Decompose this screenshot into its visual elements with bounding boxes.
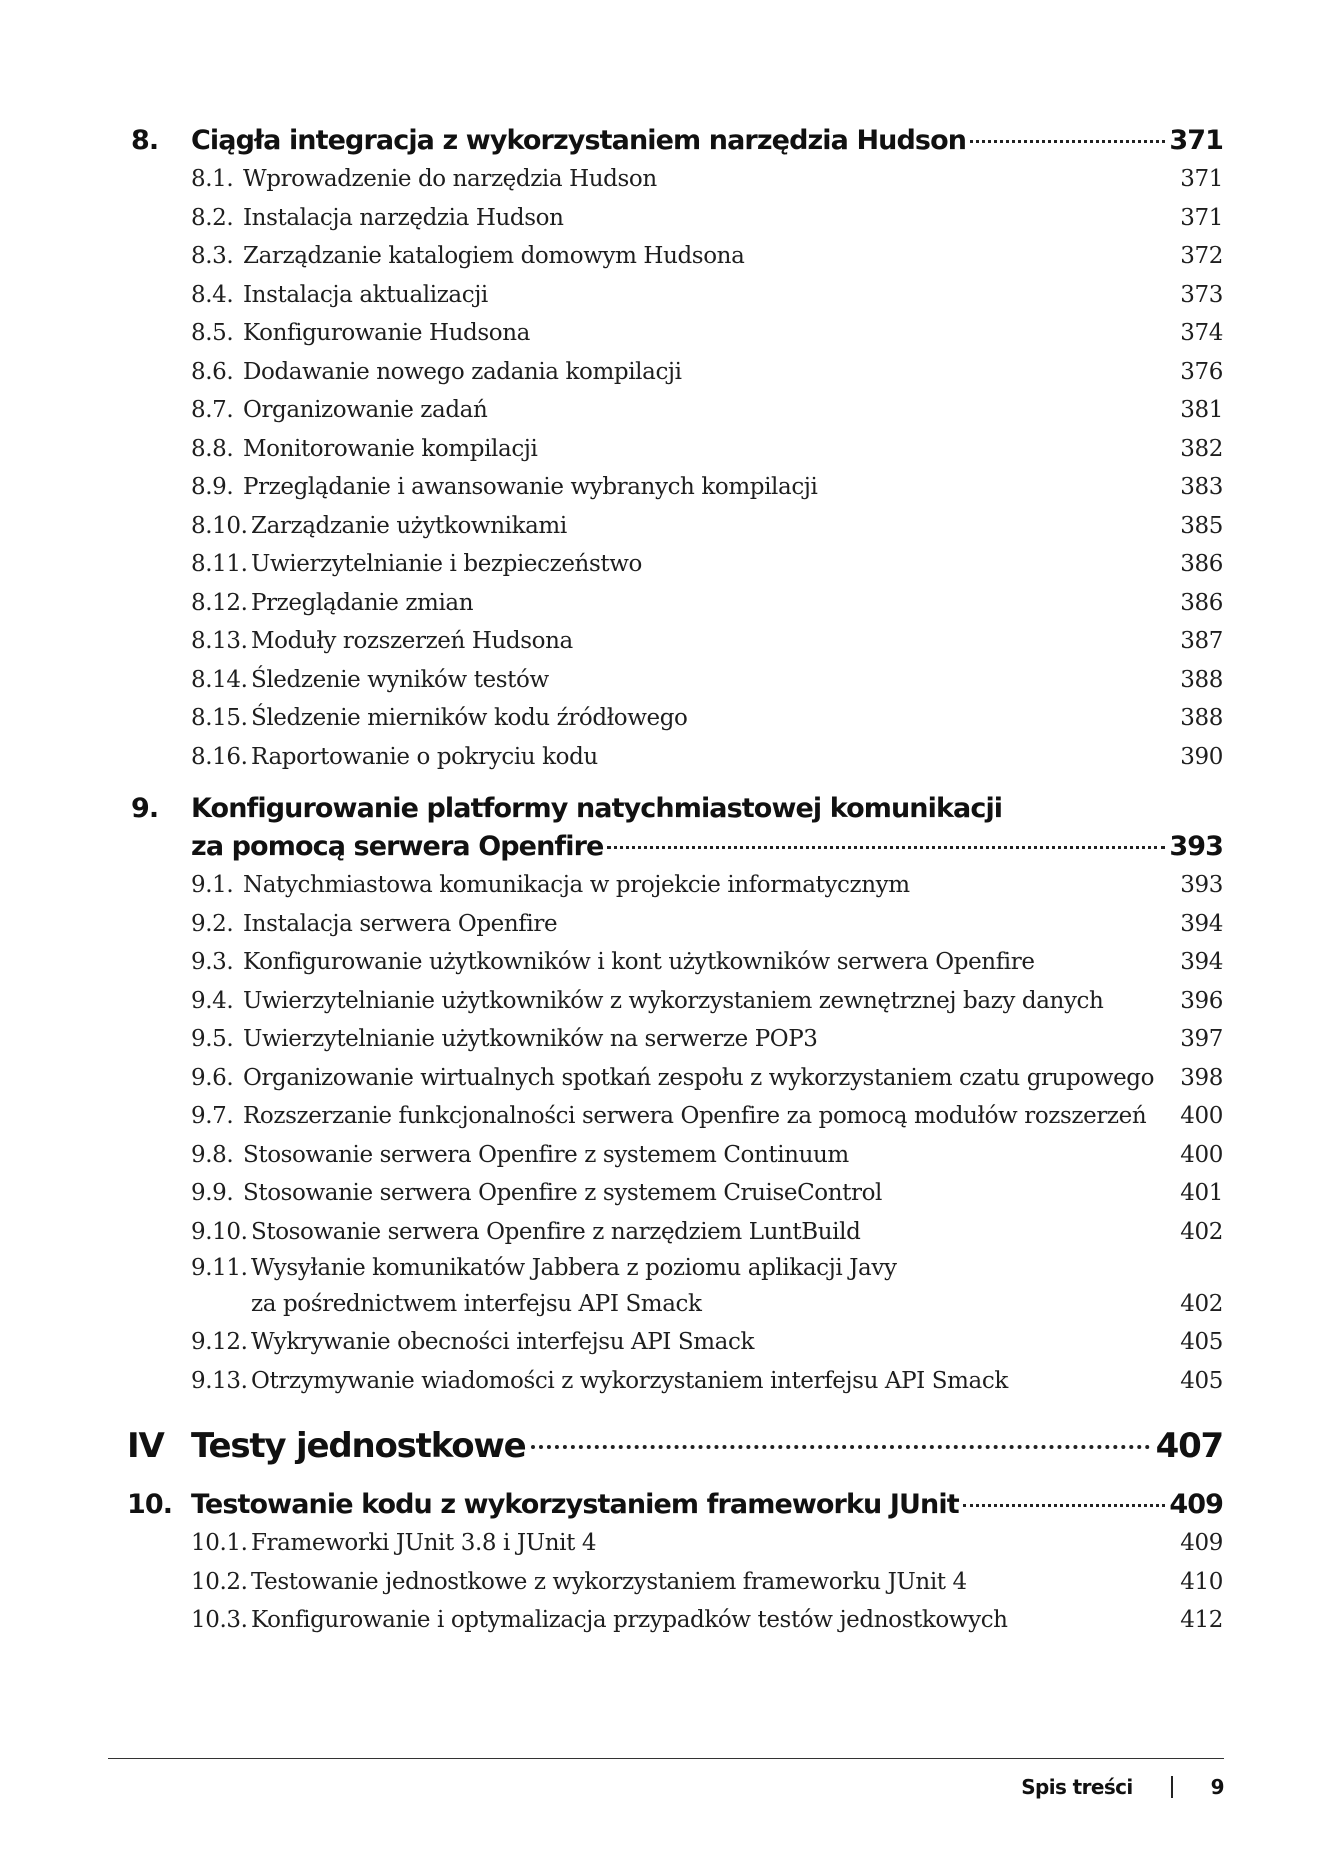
section-page: 400 — [1180, 1141, 1223, 1168]
section-title: Śledzenie wyników testów — [251, 666, 549, 693]
toc-entry — [131, 1136, 1223, 1175]
section-title: Śledzenie mierników kodu źródłowego — [251, 705, 688, 731]
section-title: Konfigurowanie i optymalizacja przypadków testów jednostkowych — [251, 1607, 1008, 1633]
chapter-title: Ciągła integracja z wykorzystaniem narzędzia Hudson — [191, 125, 967, 156]
section-number: 8.3. — [191, 243, 234, 269]
section-page: 387 — [1180, 628, 1223, 654]
section-title: Wprowadzenie do narzędzia Hudson — [243, 166, 657, 192]
section-page: 382 — [1180, 435, 1223, 462]
section-title: Zarządzanie katalogiem domowym Hudsona — [243, 243, 745, 269]
section-title: Organizowanie zadań — [243, 397, 488, 423]
footer-divider — [108, 1758, 1224, 1759]
dot-leader — [607, 846, 1165, 849]
section-page: 409 — [1180, 1530, 1223, 1556]
toc-entry — [131, 1323, 1223, 1362]
section-number: 9.1. — [191, 872, 234, 898]
section-number: 8.2. — [191, 204, 234, 231]
section-page: 371 — [1180, 204, 1223, 231]
section-number: 8.15. — [191, 705, 248, 731]
toc-entry — [131, 160, 1223, 199]
section-title: Konfigurowanie Hudsona — [243, 320, 530, 346]
part-heading — [127, 1422, 1223, 1470]
toc-entry — [131, 276, 1223, 315]
section-page: 376 — [1180, 358, 1223, 385]
toc-entry — [131, 1059, 1223, 1098]
section-number: 8.11. — [191, 551, 248, 577]
section-number: 9.8. — [191, 1141, 234, 1168]
section-title-line2: za pośrednictwem interfejsu API Smack — [251, 1291, 702, 1317]
chapter-9-sections — [131, 866, 1223, 1400]
toc-entry — [131, 1362, 1223, 1401]
chapter-heading — [131, 122, 1223, 160]
section-title: Moduły rozszerzeń Hudsona — [251, 628, 573, 654]
toc-entry — [131, 622, 1223, 661]
section-title: Przeglądanie i awansowanie wybranych kompilacji — [243, 474, 818, 500]
section-number: 10.2. — [191, 1568, 248, 1595]
footer-separator — [1171, 1776, 1173, 1798]
section-page: 402 — [1180, 1291, 1223, 1317]
section-title: Instalacja narzędzia Hudson — [243, 204, 564, 231]
section-page: 388 — [1180, 666, 1223, 693]
section-number: 9.2. — [191, 910, 234, 937]
chapter-page: 409 — [1169, 1489, 1223, 1520]
toc-entry — [131, 661, 1223, 700]
toc-entry — [131, 982, 1223, 1021]
section-page: 373 — [1180, 281, 1223, 308]
section-number: 9.7. — [191, 1103, 234, 1129]
section-number: 8.6. — [191, 358, 234, 385]
chapter-page: 371 — [1169, 125, 1223, 156]
section-title: Stosowanie serwera Openfire z narzędziem LuntBuild — [251, 1218, 861, 1245]
chapter-number: 8. — [131, 125, 159, 156]
section-page: 385 — [1180, 512, 1223, 539]
section-page: 394 — [1180, 949, 1223, 975]
chapter-10-sections — [131, 1524, 1223, 1640]
section-page: 405 — [1180, 1329, 1223, 1355]
section-page: 393 — [1180, 872, 1223, 898]
section-page: 397 — [1180, 1026, 1223, 1052]
section-page: 410 — [1180, 1568, 1223, 1595]
section-title: Dodawanie nowego zadania kompilacji — [243, 358, 682, 385]
section-number: 8.14. — [191, 666, 248, 693]
section-page: 412 — [1180, 1607, 1223, 1633]
section-number: 9.10. — [191, 1218, 248, 1245]
section-number: 8.8. — [191, 435, 234, 462]
section-number: 9.4. — [191, 987, 234, 1014]
section-title: Otrzymywanie wiadomości z wykorzystaniem interfejsu API Smack — [251, 1367, 1008, 1394]
toc-entry — [131, 507, 1223, 546]
chapter-number: 9. — [131, 793, 159, 824]
section-page: 372 — [1180, 243, 1223, 269]
toc-entry — [131, 1097, 1223, 1136]
toc-entry — [131, 199, 1223, 238]
section-page: 396 — [1180, 987, 1223, 1014]
section-page: 383 — [1180, 474, 1223, 500]
section-page: 402 — [1180, 1218, 1223, 1245]
section-title: Uwierzytelnianie użytkowników na serwerze POP3 — [243, 1026, 818, 1052]
section-number: 8.1. — [191, 166, 234, 192]
section-number: 8.12. — [191, 589, 248, 616]
section-number: 8.9. — [191, 474, 234, 500]
section-number: 9.6. — [191, 1064, 234, 1091]
toc-entry — [131, 699, 1223, 738]
page-number: 9 — [1210, 1775, 1224, 1799]
section-page: 386 — [1180, 589, 1223, 616]
section-number: 8.5. — [191, 320, 234, 346]
section-page: 405 — [1180, 1367, 1223, 1394]
section-title: Rozszerzanie funkcjonalności serwera Openfire za pomocą modułów rozszerzeń — [243, 1103, 1147, 1129]
part-page: 407 — [1155, 1426, 1223, 1466]
toc-entry — [131, 545, 1223, 584]
section-page: 401 — [1180, 1180, 1223, 1206]
section-number: 8.13. — [191, 628, 248, 654]
section-page: 386 — [1180, 551, 1223, 577]
chapter-title: Testowanie kodu z wykorzystaniem frameworku JUnit — [191, 1489, 959, 1520]
toc-entry — [131, 738, 1223, 777]
dot-leader — [531, 1445, 1149, 1449]
toc-entry — [131, 1601, 1223, 1640]
toc-entry — [131, 391, 1223, 430]
section-number: 9.3. — [191, 949, 234, 975]
toc-entry — [131, 353, 1223, 392]
section-page: 374 — [1180, 320, 1223, 346]
section-number: 8.10. — [191, 512, 248, 539]
footer-label: Spis treści — [1021, 1775, 1133, 1799]
toc-entry — [131, 1563, 1223, 1602]
section-page: 390 — [1180, 743, 1223, 770]
section-number: 10.1. — [191, 1530, 248, 1556]
dot-leader — [963, 1504, 1166, 1507]
toc-entry — [131, 468, 1223, 507]
section-title: Uwierzytelnianie użytkowników z wykorzystaniem zewnętrznej bazy danych — [243, 987, 1104, 1014]
section-title: Monitorowanie kompilacji — [243, 435, 538, 462]
section-title: Uwierzytelnianie i bezpieczeństwo — [251, 551, 642, 577]
table-of-contents — [127, 122, 1223, 1640]
section-title: Instalacja serwera Openfire — [243, 910, 558, 937]
section-title: Instalacja aktualizacji — [243, 281, 488, 308]
toc-entry — [131, 1251, 1223, 1323]
section-title: Zarządzanie użytkownikami — [251, 512, 567, 539]
section-number: 8.4. — [191, 281, 234, 308]
chapter-heading — [127, 1486, 1223, 1524]
toc-entry — [131, 1174, 1223, 1213]
section-page: 371 — [1180, 166, 1223, 192]
section-title-line1: Wysyłanie komunikatów Jabbera z poziomu aplikacji Javy — [251, 1255, 897, 1281]
chapter-number: 10. — [127, 1489, 173, 1520]
toc-entry — [131, 237, 1223, 276]
toc-entry — [131, 584, 1223, 623]
toc-entry — [131, 1213, 1223, 1252]
section-page: 394 — [1180, 910, 1223, 937]
section-title: Przeglądanie zmian — [251, 589, 474, 616]
page-footer — [1021, 1772, 1224, 1799]
part-number: IV — [127, 1426, 164, 1466]
toc-entry — [131, 1524, 1223, 1563]
chapter-title-line1: Konfigurowanie platformy natychmiastowej komunikacji — [191, 793, 1003, 824]
section-number: 9.12. — [191, 1329, 248, 1355]
toc-entry — [131, 1020, 1223, 1059]
toc-entry — [131, 866, 1223, 905]
section-title: Frameworki JUnit 3.8 i JUnit 4 — [251, 1530, 597, 1556]
section-page: 388 — [1180, 705, 1223, 731]
section-number: 8.7. — [191, 397, 234, 423]
section-title: Testowanie jednostkowe z wykorzystaniem frameworku JUnit 4 — [251, 1568, 967, 1595]
part-title: Testy jednostkowe — [191, 1426, 526, 1466]
section-page: 381 — [1180, 397, 1223, 423]
section-number: 9.11. — [191, 1255, 248, 1281]
toc-entry — [131, 314, 1223, 353]
chapter-heading — [131, 790, 1223, 866]
toc-entry — [131, 430, 1223, 469]
section-title: Konfigurowanie użytkowników i kont użytkowników serwera Openfire — [243, 949, 1035, 975]
section-number: 9.13. — [191, 1367, 248, 1394]
section-title: Stosowanie serwera Openfire z systemem Continuum — [243, 1141, 849, 1168]
section-title: Stosowanie serwera Openfire z systemem CruiseControl — [243, 1180, 883, 1206]
chapter-8-sections — [131, 160, 1223, 776]
toc-entry — [131, 943, 1223, 982]
chapter-page: 393 — [1169, 831, 1223, 862]
section-number: 10.3. — [191, 1607, 248, 1633]
section-page: 400 — [1180, 1103, 1223, 1129]
section-number: 9.5. — [191, 1026, 234, 1052]
chapter-title-line2: za pomocą serwera Openfire — [191, 831, 604, 862]
toc-entry — [131, 905, 1223, 944]
section-title: Wykrywanie obecności interfejsu API Smack — [251, 1329, 754, 1355]
section-title: Natychmiastowa komunikacja w projekcie informatycznym — [243, 872, 910, 898]
section-page: 398 — [1180, 1064, 1223, 1091]
section-title: Organizowanie wirtualnych spotkań zespołu z wykorzystaniem czatu grupowego — [243, 1064, 1155, 1091]
dot-leader — [970, 140, 1165, 143]
section-title: Raportowanie o pokryciu kodu — [251, 743, 598, 770]
section-number: 9.9. — [191, 1180, 234, 1206]
section-number: 8.16. — [191, 743, 248, 770]
